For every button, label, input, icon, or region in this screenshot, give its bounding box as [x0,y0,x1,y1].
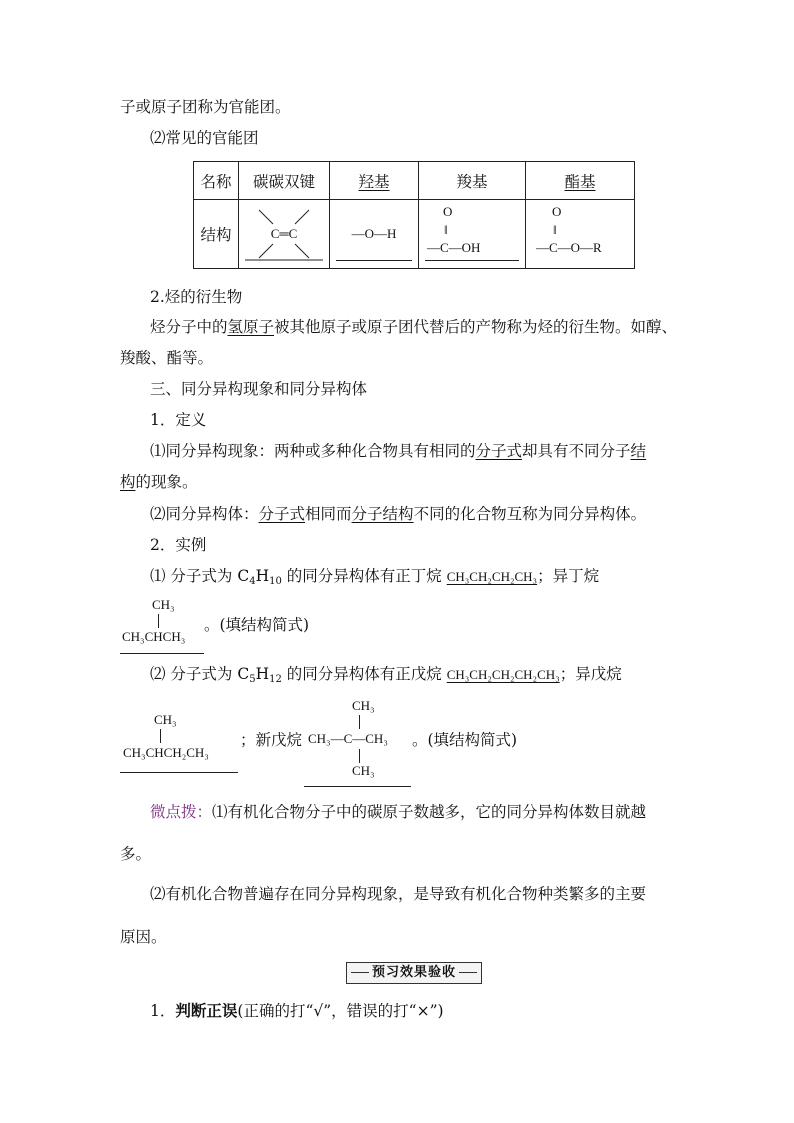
subheading-common-groups: ⑵常见的官能团 [150,129,259,147]
structure-cell-ester [526,200,635,269]
definition-line: ⑵同分异构体：分子式相同而分子结构不同的化合物互称为同分异构体。 [150,505,647,523]
subsection-title: 2．实例 [150,536,207,554]
group-name-cell: 酯基 [526,162,635,200]
ester-formula: —C—O—R [536,240,602,255]
tip-line: 原因。 [120,928,167,946]
table-header-label: 名称 [194,162,239,200]
part-title: 三、同分异构现象和同分异构体 [150,380,368,398]
paragraph-line: 羧酸、酯等。 [120,349,214,367]
section-banner: 预习效果验收 [346,962,482,984]
neopentane-bottom: CH₃ [352,763,375,778]
ester-double-bond: ‖ [553,222,557,237]
subsection-title: 1．定义 [150,411,207,429]
paragraph-line: 烃分子中的氢原子被其他原子或原子团代替后的产物称为烃的衍生物。如醇、 [150,318,678,336]
structure-cell-alkene [239,200,330,269]
carboxyl-oxygen: O [443,204,453,219]
carboxyl-double-bond: ‖ [444,222,448,237]
isobutane-branch: CH₃ [152,597,175,612]
definition-line: ⑴同分异构现象：两种或多种化合物具有相同的分子式却具有不同分子结 [150,442,647,460]
tip-line: 微点拨：⑴有机化合物分子中的碳原子数越多，它的同分异构体数目就越 [150,803,647,821]
fill-instruction: 。(填结构简式) [204,616,310,634]
carboxyl-formula: —C—OH [427,240,481,255]
text-line: 子或原子团称为官能团。 [120,98,291,116]
tip-line: 多。 [120,845,152,863]
tip-line: ⑵有机化合物普遍存在同分异构现象，是导致有机化合物种类繁多的主要 [150,885,647,903]
isopentane-branch: CH₃ [154,712,177,727]
alkene-formula: C═C [270,226,298,241]
table-row-label: 结构 [194,200,239,269]
fill-instruction: 。(填结构简式) [412,731,518,749]
hydroxyl-formula: —O—H [351,226,397,241]
isobutane-main-chain: CH₃CHCH₃ [122,629,186,644]
ester-oxygen: O [552,204,562,219]
structure-cell-hydroxyl [330,200,419,269]
group-name-cell: 羟基 [330,162,419,200]
isopentane-main-chain: CH₃CHCH₂CH₃ [123,745,209,760]
neopentane-label: ；新戊烷 [240,731,303,749]
functional-group-table [193,161,635,269]
example-line: ⑵ 分子式为 $C_5H_{12}$ 的同分异构体有正戊烷 CH₃CH₂CH₂CH₂CH₃；异戊烷 [150,665,622,685]
group-name-cell: 碳碳双键 [239,162,330,200]
example-line: ⑴ 分子式为 $C_4H_{10}$ 的同分异构体有正丁烷 CH₃CH₂CH₂CH₃；异丁烷 [150,567,600,587]
neopentane-top: CH₃ [352,698,375,713]
question-line: 1．判断正误(正确的打“√”，错误的打“×”) [150,1002,444,1020]
structure-cell-carboxyl [419,200,526,269]
tip-label: 微点拨： [150,803,213,821]
section-title: 2.烃的衍生物 [150,288,243,306]
definition-line: 构的现象。 [120,473,198,491]
group-name-cell: 羧基 [419,162,526,200]
neopentane-main-chain: CH₃—C—CH₃ [308,731,388,746]
